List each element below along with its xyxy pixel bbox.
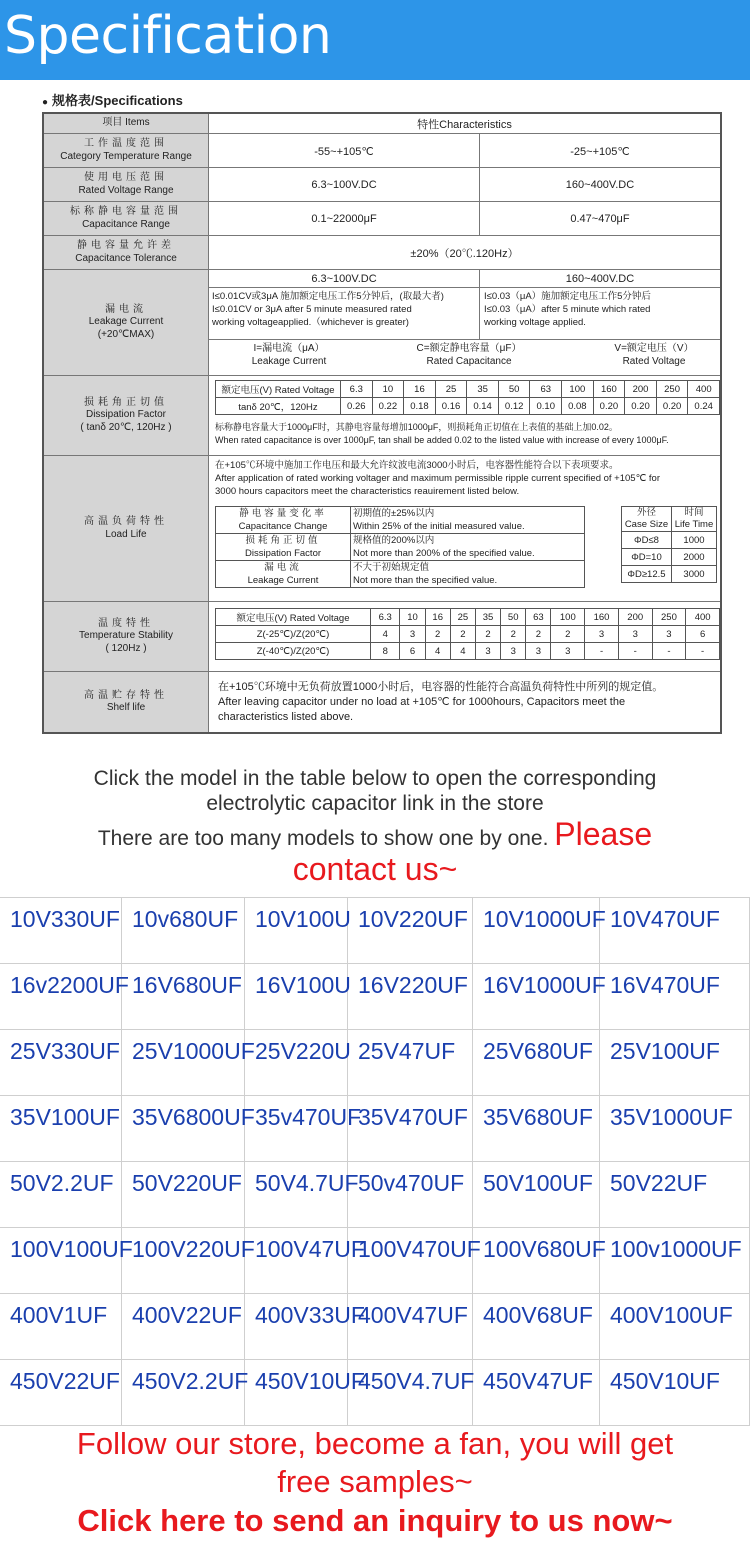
ts-voltage-row: [216, 609, 720, 626]
leakage-head-2: 160~400V.DC: [480, 270, 720, 288]
rated-voltage-en: Rated Voltage Range: [78, 184, 174, 196]
leakage-cn: 漏电流: [105, 303, 147, 315]
df-voltage-row-cell: 100: [562, 381, 594, 398]
model-row: [0, 1096, 750, 1162]
ts-z25-row-cell: 2: [551, 626, 585, 643]
case-size-row-label: ΦD=10: [622, 549, 672, 566]
case-size-row-cell: 1000: [671, 532, 716, 549]
ts-voltage-row-cell: 25: [450, 609, 475, 626]
leakage-head-1: 6.3~100V.DC: [209, 270, 479, 288]
dissipation-table: [215, 380, 720, 415]
case-size-row: [622, 549, 717, 566]
temp-stability-label: [44, 602, 209, 671]
ts-voltage-row-cell: 10: [400, 609, 425, 626]
model-link[interactable]: 50V2.2UF: [0, 1162, 122, 1227]
ts-voltage-row-cell: 200: [618, 609, 652, 626]
load-life-table: [215, 506, 585, 588]
spec-header-row: [44, 114, 720, 134]
spec-heading-text: 规格表/Specifications: [52, 93, 183, 108]
case-size-row: [622, 566, 717, 583]
load-life-item-value-cn: 初期值的±25%以内: [353, 508, 435, 519]
ts-z40-row-cell: -: [686, 643, 720, 660]
tolerance-label: [44, 236, 209, 269]
model-row: [0, 964, 750, 1030]
ts-voltage-row-cell: 100: [551, 609, 585, 626]
model-link[interactable]: 25V220U: [245, 1030, 348, 1095]
df-voltage-row-cell: 35: [467, 381, 499, 398]
df-voltage-row-cell: 25: [435, 381, 467, 398]
rated-voltage-cn: 使用电压范围: [84, 172, 168, 183]
model-link[interactable]: 400V1UF: [0, 1294, 122, 1359]
model-link[interactable]: 16V220UF: [348, 964, 473, 1029]
model-link[interactable]: 50V100UF: [473, 1162, 600, 1227]
load-life-item: [216, 507, 585, 534]
leakage-text-1b: I≤0.01CV or 3μA after 5 minute measured rated: [212, 304, 412, 315]
df-voltage-row-cell: 160: [593, 381, 625, 398]
ts-z25-row-cell: 2: [501, 626, 526, 643]
ts-z25-row-cell: 4: [371, 626, 400, 643]
temp-range-value-2: -25~+105℃: [570, 145, 630, 158]
load-life-paragraph-cn: 在+105℃环境中施加工作电压和最大允许纹波电流3000小时后，电容器性能符合以下表项要求。: [215, 460, 619, 471]
case-size-header-en: Case Size: [624, 519, 669, 530]
model-link[interactable]: 35V470UF: [348, 1096, 473, 1161]
inquiry-link[interactable]: Click here to send an inquiry to us now~: [77, 1503, 673, 1538]
model-link[interactable]: 450V10UF: [245, 1360, 348, 1425]
model-link[interactable]: 400V33UF: [245, 1294, 348, 1359]
ts-z40-row-cell: 3: [475, 643, 500, 660]
divider: [209, 339, 720, 340]
model-row: [0, 1162, 750, 1228]
items-header-text: 项目 Items: [102, 117, 150, 129]
shelf-life-label: [44, 672, 209, 732]
temp-stability-table: [215, 608, 720, 660]
leakage-def-v: [589, 342, 719, 368]
df-voltage-row-cell: 63: [530, 381, 562, 398]
load-life-item-en: Leakage Current: [247, 575, 319, 586]
model-link[interactable]: 100v1000UF: [600, 1228, 750, 1293]
ts-z40-row-cell: 8: [371, 643, 400, 660]
load-life-item-cn: 漏电流: [264, 562, 302, 573]
capacitance-value-1: 0.1~22000μF: [311, 213, 377, 225]
case-size-row-cell: 2000: [671, 549, 716, 566]
footer-line-1: Follow our store, become a fan, you will get: [76, 1426, 674, 1461]
load-life-item-label: [216, 507, 351, 534]
capacitance-row: [44, 202, 720, 236]
df-tan-row-cell: 0.24: [688, 398, 720, 415]
model-link[interactable]: 35V6800UF: [122, 1096, 245, 1161]
temp-stability-en: Temperature Stability: [79, 630, 173, 642]
model-link[interactable]: 10V330UF: [0, 898, 122, 963]
load-life-item: [216, 561, 585, 588]
model-row: [0, 1360, 750, 1426]
df-tan-row-cell: 0.20: [593, 398, 625, 415]
shelf-life-en: Shelf life: [106, 702, 146, 713]
intro-line-3: [0, 816, 750, 852]
rated-voltage-label: [44, 168, 209, 201]
ts-z25-row-cell: 3: [652, 626, 686, 643]
items-header: [44, 114, 209, 133]
ts-z25-row-cell: 6: [686, 626, 720, 643]
temp-range-value-1: -55~+105℃: [314, 145, 374, 158]
leakage-def-c: [394, 342, 544, 368]
dissipation-note-cn: 标称静电容量大于1000μF时，其静电容量每增加1000μF，则损耗角正切值在上表值的基础上加0.02。: [215, 422, 618, 432]
ts-z40-row-cell: 3: [526, 643, 551, 660]
model-link[interactable]: 16v2200UF: [0, 964, 122, 1029]
model-link[interactable]: 100V47UF: [245, 1228, 348, 1293]
ts-z40-row-cell: 4: [450, 643, 475, 660]
intro-contact-us: contact us~: [292, 851, 458, 887]
load-life-item-value-en: Not more than 200% of the specified value.: [353, 548, 535, 559]
case-size-header-cn: 外径: [636, 507, 656, 518]
ts-z25-row-cell: 3: [400, 626, 425, 643]
model-link[interactable]: 16V470UF: [600, 964, 750, 1029]
load-life-item-value: [351, 507, 585, 534]
model-row: [0, 1228, 750, 1294]
model-link[interactable]: 25V680UF: [473, 1030, 600, 1095]
df-tan-row-cell: 0.16: [435, 398, 467, 415]
temp-stability-cn: 温度特性: [98, 617, 154, 629]
leakage-en-2: (+20℃MAX): [97, 328, 155, 340]
case-size-table: [621, 506, 717, 583]
leakage-en: Leakage Current: [88, 316, 164, 328]
model-link[interactable]: 100V470UF: [348, 1228, 473, 1293]
dissipation-cn: 损耗角正切值: [84, 396, 168, 408]
df-voltage-row-cell: 200: [625, 381, 657, 398]
ts-z40-row-cell: -: [618, 643, 652, 660]
dissipation-en: Dissipation Factor: [85, 409, 167, 421]
intro-line-3-text: There are too many models to show one by one.: [97, 827, 555, 850]
load-life-item: [216, 534, 585, 561]
ts-z25-row-label: Z(-25℃)/Z(20℃): [216, 626, 371, 643]
model-link[interactable]: 35V1000UF: [600, 1096, 750, 1161]
df-voltage-row-cell: 10: [372, 381, 404, 398]
model-link[interactable]: 100V100UF: [0, 1228, 122, 1293]
intro-line-1: Click the model in the table below to open the corresponding: [93, 767, 657, 790]
ts-voltage-row-cell: 250: [652, 609, 686, 626]
ts-z25-row: [216, 626, 720, 643]
shelf-life-text-en-2: characteristics listed above.: [218, 711, 354, 723]
load-life-paragraph-en-1: After application of rated working voltager and maximum permissible ripple current specified of +105℃ for: [215, 473, 660, 484]
leakage-def-i-en: Leakage Current: [251, 356, 327, 367]
model-row: [0, 1294, 750, 1360]
case-size-header-cell: [671, 507, 716, 532]
load-life-item-en: Dissipation Factor: [244, 548, 322, 559]
temp-range-en: Category Temperature Range: [60, 150, 192, 162]
case-size-row: [622, 532, 717, 549]
temp-range-row: [44, 134, 720, 168]
shelf-life-text-cn: 在+105℃环境中无负荷放置1000小时后，电容器的性能符合高温负荷特性中所列的规定值。: [218, 681, 664, 693]
model-row: [0, 1030, 750, 1096]
model-link[interactable]: 450V10UF: [600, 1360, 750, 1425]
temp-stability-en-2: ( 120Hz ): [105, 642, 147, 654]
model-link[interactable]: 16V100U: [245, 964, 348, 1029]
tolerance-en: Capacitance Tolerance: [75, 252, 177, 264]
load-life-en: Load Life: [105, 528, 147, 540]
model-link[interactable]: 450V2.2UF: [122, 1360, 245, 1425]
model-link[interactable]: 25V47UF: [348, 1030, 473, 1095]
df-tan-row-cell: 0.14: [467, 398, 499, 415]
case-size-header-cell: [622, 507, 672, 532]
model-link[interactable]: 450V22UF: [0, 1360, 122, 1425]
ts-z40-row-cell: -: [652, 643, 686, 660]
model-link[interactable]: 400V47UF: [348, 1294, 473, 1359]
leakage-text-2c: working voltage applied.: [484, 317, 586, 328]
load-life-paragraph: [215, 459, 720, 498]
load-life-row: [44, 456, 720, 602]
df-voltage-row: [216, 381, 720, 398]
dissipation-label: [44, 376, 209, 455]
model-link[interactable]: 16V680UF: [122, 964, 245, 1029]
df-voltage-row-label: 额定电压(V) Rated Voltage: [216, 381, 341, 398]
load-life-paragraph-en-2: 3000 hours capacitors meet the characteristics reauirement listed below.: [215, 486, 520, 497]
model-link[interactable]: 25V330UF: [0, 1030, 122, 1095]
dissipation-en-2: ( tanδ 20℃, 120Hz ): [80, 421, 172, 433]
ts-voltage-row-cell: 35: [475, 609, 500, 626]
dissipation-note-en: When rated capacitance is over 1000μF, tan shall be added 0.02 to the listed value with increase of every 1000μF.: [215, 435, 669, 445]
load-life-item-value: [351, 561, 585, 588]
case-size-header-cn: 时间: [684, 507, 704, 518]
characteristics-header: 特性Characteristics: [417, 119, 512, 131]
ts-z25-row-cell: 2: [475, 626, 500, 643]
leakage-def-v-en: Rated Voltage: [622, 356, 686, 367]
leakage-row: [44, 270, 720, 376]
df-tan-row-cell: 0.20: [625, 398, 657, 415]
ts-z40-row-cell: 3: [551, 643, 585, 660]
load-life-item-cn: 静电容量变化率: [239, 508, 327, 519]
load-life-item-value-en: Not more than the specified value.: [353, 575, 498, 586]
load-life-item-cn: 损耗角正切值: [245, 535, 321, 546]
model-link[interactable]: 50V4.7UF: [245, 1162, 348, 1227]
temp-stability-row: [44, 602, 720, 672]
case-size-header-en: Life Time: [674, 519, 714, 530]
df-voltage-row-cell: 50: [498, 381, 530, 398]
df-tan-row-cell: 0.10: [530, 398, 562, 415]
ts-voltage-row-cell: 16: [425, 609, 450, 626]
leakage-text-1: [212, 290, 477, 329]
tolerance-value: ±20%（20℃.120Hz）: [410, 248, 519, 260]
temp-range-label: [44, 134, 209, 167]
model-grid: [0, 897, 750, 1426]
model-link[interactable]: 50V22UF: [600, 1162, 750, 1227]
leakage-text-1a: I≤0.01CV或3μA 施加额定电压工作5分钟后，(取最大者): [212, 291, 444, 302]
load-life-item-label: [216, 534, 351, 561]
footer: [0, 1425, 750, 1541]
shelf-life-text-en-1: After leaving capacitor under no load at +105℃ for 1000hours, Capacitors meet the: [218, 696, 626, 708]
temp-range-cn: 工作温度范围: [84, 138, 168, 149]
shelf-life-cn: 高温贮存特性: [84, 689, 168, 701]
df-tan-row: [216, 398, 720, 415]
load-life-item-value: [351, 534, 585, 561]
capacitance-value-2: 0.47~470μF: [570, 213, 630, 225]
ts-z25-row-cell: 2: [450, 626, 475, 643]
ts-voltage-row-cell: 6.3: [371, 609, 400, 626]
df-tan-row-cell: 0.08: [562, 398, 594, 415]
ts-z25-row-cell: 3: [585, 626, 619, 643]
model-link[interactable]: 450V47UF: [473, 1360, 600, 1425]
rated-voltage-row: [44, 168, 720, 202]
model-link[interactable]: 400V22UF: [122, 1294, 245, 1359]
intro-line-2: electrolytic capacitor link in the store: [206, 792, 544, 815]
leakage-def-i: [229, 342, 349, 368]
model-link[interactable]: 35V680UF: [473, 1096, 600, 1161]
load-life-item-value-cn: 不大于初始规定值: [353, 562, 430, 573]
case-size-row-cell: 3000: [671, 566, 716, 583]
model-link[interactable]: 100V220UF: [122, 1228, 245, 1293]
ts-z25-row-cell: 2: [425, 626, 450, 643]
leakage-text-2b: I≤0.03（μA）after 5 minute which rated: [484, 304, 651, 315]
ts-z40-row: [216, 643, 720, 660]
df-tan-row-cell: 0.20: [656, 398, 688, 415]
intro-text: [0, 766, 750, 887]
model-link[interactable]: 400V68UF: [473, 1294, 600, 1359]
spec-table: [42, 112, 722, 734]
dissipation-note: [215, 421, 720, 447]
rated-voltage-value-1: 6.3~100V.DC: [311, 179, 377, 191]
model-link[interactable]: 50v470UF: [348, 1162, 473, 1227]
df-tan-row-label: tanδ 20℃，120Hz: [216, 398, 341, 415]
bullet-icon: ●: [42, 97, 49, 108]
ts-z40-row-cell: 6: [400, 643, 425, 660]
load-life-item-value-cn: 规格值的200%以内: [353, 535, 435, 546]
divider: [479, 270, 480, 340]
intro-please: Please: [554, 816, 653, 852]
df-tan-row-cell: 0.18: [404, 398, 436, 415]
load-life-item-en: Capacitance Change: [238, 521, 328, 532]
shelf-life-row: [44, 672, 720, 732]
ts-z25-row-cell: 2: [526, 626, 551, 643]
ts-voltage-row-cell: 400: [686, 609, 720, 626]
footer-line-2: free samples~: [277, 1464, 473, 1499]
rated-voltage-value-2: 160~400V.DC: [565, 179, 635, 191]
model-link[interactable]: 25V1000UF: [122, 1030, 245, 1095]
capacitance-cn: 标称静电容量范围: [70, 206, 182, 217]
load-life-item-value-en: Within 25% of the initial measured value.: [353, 521, 525, 532]
ts-z40-row-cell: 3: [501, 643, 526, 660]
page-title: Specification: [4, 6, 332, 66]
case-size-row-label: ΦD≥12.5: [622, 566, 672, 583]
ts-voltage-row-label: 额定电压(V) Rated Voltage: [216, 609, 371, 626]
leakage-def-c-cn: C=额定静电容量（μF）: [416, 343, 522, 354]
tolerance-cn: 静电容量允许差: [77, 240, 175, 251]
model-link[interactable]: 35v470UF: [245, 1096, 348, 1161]
dissipation-row: [44, 376, 720, 456]
model-link[interactable]: 50V220UF: [122, 1162, 245, 1227]
leakage-def-i-cn: I=漏电流（μA）: [253, 343, 325, 354]
model-link[interactable]: 450V4.7UF: [348, 1360, 473, 1425]
tolerance-row: [44, 236, 720, 270]
df-voltage-row-cell: 250: [656, 381, 688, 398]
load-life-item-label: [216, 561, 351, 588]
shelf-life-text: [218, 680, 718, 725]
load-life-cn: 高温负荷特性: [84, 516, 168, 527]
spec-heading: [42, 90, 183, 109]
model-link[interactable]: 25V100UF: [600, 1030, 750, 1095]
ts-z25-row-cell: 3: [618, 626, 652, 643]
ts-voltage-row-cell: 50: [501, 609, 526, 626]
leakage-text-2a: I≤0.03（μA）施加额定电压工作5分钟后: [484, 291, 651, 302]
df-voltage-row-cell: 16: [404, 381, 436, 398]
ts-z40-row-cell: -: [585, 643, 619, 660]
ts-z40-row-label: Z(-40℃)/Z(20℃): [216, 643, 371, 660]
capacitance-en: Capacitance Range: [82, 218, 170, 230]
case-size-header: [622, 507, 717, 532]
model-link[interactable]: 16V1000UF: [473, 964, 600, 1029]
model-link[interactable]: 10V220UF: [348, 898, 473, 963]
df-tan-row-cell: 0.26: [341, 398, 373, 415]
model-link[interactable]: 100V680UF: [473, 1228, 600, 1293]
leakage-def-v-cn: V=额定电压（V）: [614, 343, 694, 354]
df-tan-row-cell: 0.12: [498, 398, 530, 415]
model-link[interactable]: 400V100UF: [600, 1294, 750, 1359]
load-life-label: [44, 456, 209, 601]
model-link[interactable]: 10V100U: [245, 898, 348, 963]
model-link[interactable]: 10V470UF: [600, 898, 750, 963]
capacitance-label: [44, 202, 209, 235]
leakage-def-c-en: Rated Capacitance: [426, 356, 512, 367]
df-voltage-row-cell: 6.3: [341, 381, 373, 398]
ts-z40-row-cell: 4: [425, 643, 450, 660]
ts-voltage-row-cell: 63: [526, 609, 551, 626]
model-link[interactable]: 10V1000UF: [473, 898, 600, 963]
case-size-row-label: ΦD≤8: [622, 532, 672, 549]
title-banner: [0, 0, 750, 80]
model-link[interactable]: 35V100UF: [0, 1096, 122, 1161]
model-row: [0, 898, 750, 964]
leakage-text-1c: working voltageapplied.（whichever is greater): [212, 317, 409, 328]
df-tan-row-cell: 0.22: [372, 398, 404, 415]
df-voltage-row-cell: 400: [688, 381, 720, 398]
leakage-text-2: [484, 290, 719, 329]
ts-voltage-row-cell: 160: [585, 609, 619, 626]
model-link[interactable]: 10v680UF: [122, 898, 245, 963]
leakage-label: [44, 270, 209, 375]
